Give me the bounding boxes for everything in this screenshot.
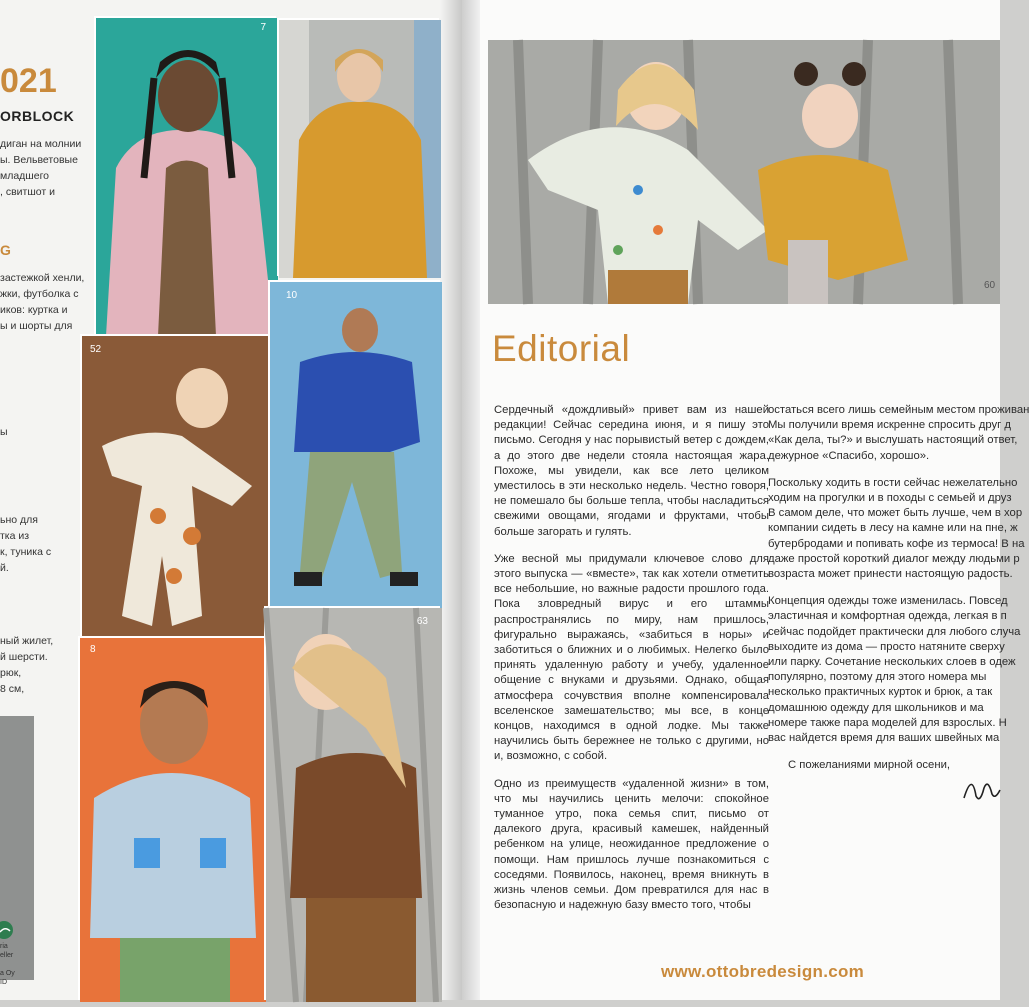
photo-girl-brown-vest-image xyxy=(266,608,442,1002)
paragraph xyxy=(768,476,1025,582)
photo-girl-mustard-anorak xyxy=(277,18,439,276)
text-line: Поскольку ходить в гости сейчас нежелательно xyxy=(768,476,1018,489)
text-line: эластичная и комфортная одежда, легкая в п xyxy=(768,610,1007,623)
text-line: вас найдется время для ваших швейных ма xyxy=(768,732,1000,745)
text-line: остаться всего лишь семейным местом проживан xyxy=(768,404,1029,416)
left-text-line: ный жилет, xyxy=(0,635,54,647)
logo-caption: eller xyxy=(0,952,14,959)
text-line: возраста может принести настоящую радость. xyxy=(768,568,1013,581)
text-line: сейчас подойдет практически для любого случа xyxy=(768,625,1021,638)
photo-two-girls-forest xyxy=(488,40,1000,304)
text-line: номере также пара моделей для взрослых. Н xyxy=(768,716,1007,729)
text-line: даже простой короткий диалог между людьми р xyxy=(768,552,1020,565)
book-gutter xyxy=(440,0,480,1000)
left-text-line: жки, футболка с xyxy=(0,288,79,300)
photo-two-girls-forest-image xyxy=(488,40,1000,304)
swan-label-icon xyxy=(0,920,14,940)
text-line: В самом деле, что может быть лучше, чем в хор xyxy=(768,507,1023,520)
logo-caption: a Oy xyxy=(0,970,15,977)
left-text-line: рюк, xyxy=(0,667,22,679)
left-text-line: ьно для xyxy=(0,514,38,526)
text-line: бутербродами и попивать кофе из термоса! В на xyxy=(768,537,1025,550)
text-line: компании сидеть в лесу на камне или на пне, ж xyxy=(768,522,1018,535)
left-text-line: ы. Вельветовые xyxy=(0,154,78,166)
photo-number: 8 xyxy=(90,644,96,655)
text-line: популярно, поэтому для этого номера мы xyxy=(768,671,987,684)
left-text-line: младшего xyxy=(0,170,50,182)
left-text-line: ы и шорты для xyxy=(0,320,73,332)
section-heading: G xyxy=(0,242,11,258)
paragraph: Сердечный «дождливый» привет вам из нашей редакции! Сейчас середина июня, и я пишу это письмо. Сегодня у нас порывистый ветер с дождем, а до этого две недели стояла настоящая жара. Похоже, мы увидели, как все лето целиком уместилось в эти несколько недель. Честно говоря, не помешало бы больше тепла, чтобы насладиться свежими овощами, ягодами и фруктами, чтобы больше загорать и гулять. xyxy=(494,404,769,538)
text-line: или парку. Сочетание нескольких слоев в одеж xyxy=(768,656,1016,669)
text-line: домашнюю одежду для школьников и ма xyxy=(768,701,984,714)
left-page xyxy=(0,0,470,1000)
photo-number: 10 xyxy=(286,290,298,301)
photo-boy-blue-shirt-image xyxy=(80,638,266,1002)
text-line: выходите из дома — просто натяните сверху xyxy=(768,640,1005,653)
left-text-line: диган на молнии xyxy=(0,138,82,150)
left-text-line: й шерсти. xyxy=(0,651,48,663)
colorblock-heading: ORBLOCK xyxy=(0,108,75,124)
page-title: Editorial xyxy=(492,328,631,369)
photo-baby-romper xyxy=(80,334,268,636)
text-line: Мы получили время искренне спросить друг д xyxy=(768,419,1011,432)
text-line: «Как дела, ты?» и выслушать настоящий ответ, xyxy=(768,434,1018,447)
logo-caption: ria xyxy=(0,943,8,950)
editorial-column-2 xyxy=(768,403,1029,785)
left-text-line: иков: куртка и xyxy=(0,304,68,316)
photo-girl-brown-vest xyxy=(264,606,440,1000)
text-line: Концепция одежды тоже изменилась. Повсед xyxy=(768,595,1008,608)
photo-girl-pink-cardigan xyxy=(94,16,276,334)
paragraph xyxy=(768,594,1021,746)
left-text-line: к, туника с xyxy=(0,546,52,558)
paragraph: Одно из преимуществ «удаленной жизни» в том, что мы научились ценить мелочи: спокойное туманное утро, пока семья спит, письмо от далекого друга, красивый камешек, найденный ребенком на улице, неожиданное предложение о помощи. Нам пришлось лучше познакомиться с соседями. Появилось, наконец, время вникнуть в жизнь членов семьи. Дом превратился для нас в безопасную и надежную базу вместо того, чтобы xyxy=(494,777,769,912)
left-text-line: ы xyxy=(0,426,8,438)
photo-boy-blue-shirt xyxy=(78,636,264,1000)
photo-number: 52 xyxy=(90,344,102,355)
photo-boy-blue-sweatshirt-image xyxy=(270,282,442,608)
website-url: www.ottobredesign.com xyxy=(661,962,865,981)
left-text-line: й. xyxy=(0,562,9,574)
signature xyxy=(962,768,1000,808)
left-text-line: застежкой хенли, xyxy=(0,272,85,284)
text-line: ходим на прогулки и в походы с семьей и друз xyxy=(768,492,1012,505)
photo-girl-mustard-anorak-image xyxy=(279,20,441,278)
photo-baby-romper-image xyxy=(82,336,270,638)
paragraph xyxy=(768,403,1029,464)
left-text-line: , свитшот и xyxy=(0,186,55,198)
photo-number: 7 xyxy=(260,22,266,33)
grey-panel xyxy=(0,716,34,980)
year-heading: 021 xyxy=(0,62,57,100)
photo-girl-pink-cardigan-image xyxy=(96,18,278,336)
logo-caption: ID xyxy=(0,979,7,986)
paragraph: Уже весной мы придумали ключевое слово для этого выпуска — «вместе», так как хотели отметить все небольшие, но важные радости прошлого года. Пока зловредный вирус и его штаммы распространялись по миру, нам пришлось, фигурально выражаясь, «забиться в норы» и заботиться о ближних и о любимых. Нелегко было принять удаленную работу и учебу, удаленное общение с внуками и друзьями. Однако, общая атмосфера сочувствия вполне компенсировала вселенское замешательство; мы все, в конце концов, находимся в одной лодке. Мы также научились быть бережнее не только с другими, но и, возможно, с собой. xyxy=(494,552,769,763)
text-line: несколько практичных курток и брюк, а так xyxy=(768,686,993,699)
photo-boy-blue-sweatshirt xyxy=(268,280,440,606)
editorial-column-1 xyxy=(494,403,769,926)
left-text-line: 8 см, xyxy=(0,683,25,695)
closing-line: С пожеланиями мирной осени, xyxy=(788,759,951,772)
left-text-line: тка из xyxy=(0,530,30,542)
text-line: дежурное «Спасибо, хорошо». xyxy=(768,449,930,462)
photo-number: 60 xyxy=(984,280,996,291)
photo-number: 63 xyxy=(416,616,428,627)
